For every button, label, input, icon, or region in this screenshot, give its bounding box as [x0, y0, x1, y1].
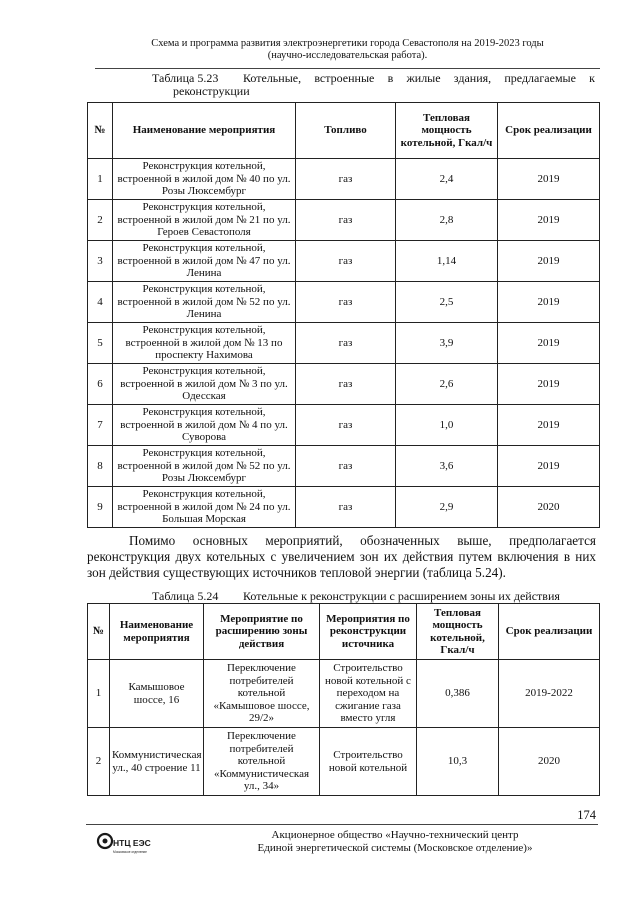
- header-cell-term: Срок реализации: [498, 103, 600, 159]
- table-row: [88, 446, 600, 487]
- table-cell: Переключение потребителей котельной «Камышовое шоссе, 29/2»: [204, 660, 320, 728]
- table-cell: 2020: [498, 487, 600, 528]
- table-cell: газ: [296, 323, 396, 364]
- table-row: [88, 728, 600, 796]
- table-cell: Реконструкция котельной, встроенной в жилой дом № 24 по ул. Большая Морская: [113, 487, 296, 528]
- table-cell: 2: [88, 728, 110, 796]
- logo-subtext: Московское отделение: [113, 850, 147, 854]
- table-cell: газ: [296, 159, 396, 200]
- table-cell: Реконструкция котельной, встроенной в жилой дом № 47 по ул. Ленина: [113, 241, 296, 282]
- table-cell: 2,4: [396, 159, 498, 200]
- table-row: [88, 364, 600, 405]
- table-cell: Реконструкция котельной, встроенной в жилой дом № 13 по проспекту Нахимова: [113, 323, 296, 364]
- table-cell: 2,8: [396, 200, 498, 241]
- table-header-row: [88, 103, 600, 159]
- table-cell: газ: [296, 405, 396, 446]
- footer-divider: [86, 824, 598, 825]
- header-cell-name: Наименование мероприятия: [113, 103, 296, 159]
- table-cell: 9: [88, 487, 113, 528]
- table-cell: газ: [296, 282, 396, 323]
- table-cell: Реконструкция котельной, встроенной в жилой дом № 3 по ул. Одесская: [113, 364, 296, 405]
- header-cell-term: Срок реализации: [499, 604, 600, 660]
- table-cell: 2019: [498, 405, 600, 446]
- header-cell-expansion: Мероприятие по расширению зоны действия: [204, 604, 320, 660]
- table-row: [88, 487, 600, 528]
- table-cell: 2019: [498, 323, 600, 364]
- table-cell: 2019: [498, 282, 600, 323]
- table-cell: Строительство новой котельной: [320, 728, 417, 796]
- header-cell-capacity: Тепловая мощность котельной, Гкал/ч: [396, 103, 498, 159]
- running-header: [95, 38, 600, 62]
- header-cell-reconstruction: Мероприятия по реконструкции источника: [320, 604, 417, 660]
- page-number: 174: [577, 808, 596, 822]
- table-row: [88, 241, 600, 282]
- table-cell: 6: [88, 364, 113, 405]
- table-row: [88, 405, 600, 446]
- table-cell: 7: [88, 405, 113, 446]
- table-cell: 3,9: [396, 323, 498, 364]
- table-cell: 2019: [498, 241, 600, 282]
- table-row: [88, 200, 600, 241]
- table-cell: 2: [88, 200, 113, 241]
- header-cell-fuel: Топливо: [296, 103, 396, 159]
- table-cell: 3: [88, 241, 113, 282]
- table-row: [88, 660, 600, 728]
- table-cell: 2,6: [396, 364, 498, 405]
- header-line-2: (научно-исследовательская работа).: [267, 50, 428, 61]
- table-header-row: [88, 604, 600, 660]
- table-cell: 1: [88, 660, 110, 728]
- table-cell: 2019: [498, 364, 600, 405]
- table-cell: 2019: [498, 159, 600, 200]
- table-cell: 8: [88, 446, 113, 487]
- table-cell: Камышовое шоссе, 16: [110, 660, 204, 728]
- table-cell: 10,3: [417, 728, 499, 796]
- table-cell: 0,386: [417, 660, 499, 728]
- table-5-23: [87, 102, 600, 528]
- table-2-caption-text: Котельные к реконструкции с расширением зоны их действия: [243, 589, 560, 603]
- logo-dot-icon: [103, 839, 108, 844]
- company-logo: [96, 830, 151, 858]
- header-divider: [95, 68, 600, 69]
- body-paragraph: Помимо основных мероприятий, обозначенных выше, предполагается реконструкция двух котельных с увеличением зон их действия путем включения в них зон действия существующих источников тепловой энергии (таблица 5.24).: [87, 533, 596, 580]
- table-row: [88, 323, 600, 364]
- table-cell: 1,14: [396, 241, 498, 282]
- table-cell: Реконструкция котельной, встроенной в жилой дом № 21 по ул. Героев Севастополя: [113, 200, 296, 241]
- page-footer: [200, 829, 590, 854]
- footer-line-1: Акционерное общество «Научно-технический центр: [271, 829, 519, 841]
- table-cell: Реконструкция котельной, встроенной в жилой дом № 40 по ул. Розы Люксембург: [113, 159, 296, 200]
- table-row: [88, 159, 600, 200]
- footer-line-2: Единой энергетической системы (Московское отделение)»: [257, 841, 533, 854]
- table-cell: 2019: [498, 446, 600, 487]
- logo-text: НТЦ ЕЭС: [113, 838, 151, 848]
- table-cell: газ: [296, 200, 396, 241]
- table-cell: 4: [88, 282, 113, 323]
- header-cell-name: Наименование мероприятия: [110, 604, 204, 660]
- table-cell: 1: [88, 159, 113, 200]
- table-cell: газ: [296, 364, 396, 405]
- table-row: [88, 282, 600, 323]
- table-2-caption-number: Таблица 5.24: [152, 589, 219, 603]
- table-cell: газ: [296, 487, 396, 528]
- table-cell: газ: [296, 446, 396, 487]
- table-cell: Строительство новой котельной с переходом на сжигание газа вместо угля: [320, 660, 417, 728]
- table-cell: 5: [88, 323, 113, 364]
- header-line-1: Схема и программа развития электроэнергетики города Севастополя на 2019-2023 годы: [151, 38, 544, 49]
- header-cell-number: №: [88, 604, 110, 660]
- table-cell: Реконструкция котельной, встроенной в жилой дом № 52 по ул. Розы Люксембург: [113, 446, 296, 487]
- table-cell: 2019: [498, 200, 600, 241]
- table-cell: 3,6: [396, 446, 498, 487]
- table-cell: 1,0: [396, 405, 498, 446]
- table-cell: Реконструкция котельной, встроенной в жилой дом № 4 по ул. Суворова: [113, 405, 296, 446]
- header-cell-capacity: Тепловая мощность котельной, Гкал/ч: [417, 604, 499, 660]
- table-1-caption-text: Котельные, встроенные в жилые здания, предлагаемые к реконструкции: [173, 71, 595, 98]
- table-5-24: [87, 603, 600, 796]
- table-cell: 2020: [499, 728, 600, 796]
- table-cell: Переключение потребителей котельной «Коммунистическая ул., 34»: [204, 728, 320, 796]
- table-cell: 2,5: [396, 282, 498, 323]
- table-cell: газ: [296, 241, 396, 282]
- table-1-caption-number: Таблица 5.23: [152, 71, 219, 85]
- table-cell: 2,9: [396, 487, 498, 528]
- table-cell: 2019-2022: [499, 660, 600, 728]
- table-cell: Коммунистическая ул., 40 строение 11: [110, 728, 204, 796]
- table-cell: Реконструкция котельной, встроенной в жилой дом № 52 по ул. Ленина: [113, 282, 296, 323]
- header-cell-number: №: [88, 103, 113, 159]
